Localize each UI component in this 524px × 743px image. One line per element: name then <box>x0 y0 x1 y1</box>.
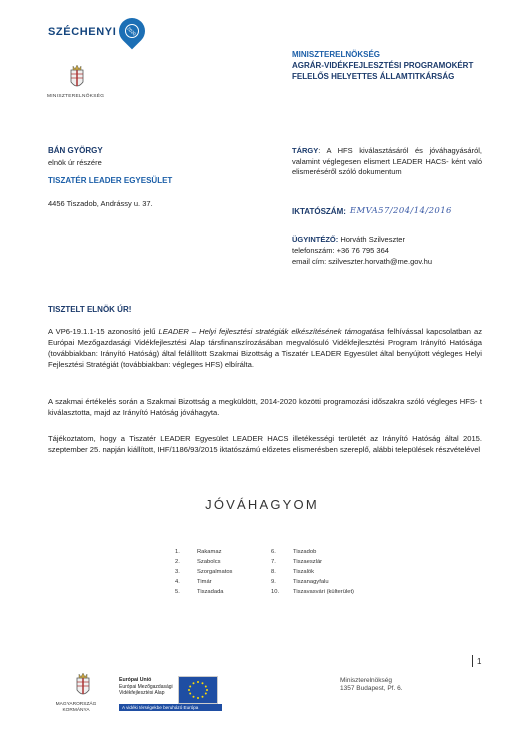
recipient-address: 4456 Tiszadob, Andrássy u. 37. <box>48 199 153 208</box>
government-label: MAGYARORSZÁG KORMÁNYA <box>55 702 97 713</box>
admin-phone: telefonszám: +36 76 795 364 <box>292 246 389 255</box>
logo-year: 2020 <box>122 21 142 41</box>
office-subtitle: AGRÁR-VIDÉKFEJLESZTÉSI PROGRAMOKÉRT FELELŐS HELYETTES ÁLLAMTITKÁRSÁG <box>292 61 474 81</box>
eu-stars-icon <box>179 677 217 703</box>
page-number <box>472 655 481 667</box>
approval-heading: JÓVÁHAGYOM <box>205 497 319 512</box>
page-number-value: 1 <box>477 656 482 666</box>
office-title: MINISZTERELNÖKSÉG <box>292 50 381 59</box>
admin-email: email cím: szilveszter.horvath@me.gov.hu <box>292 257 433 266</box>
map-pin-icon <box>119 18 145 46</box>
recipient-block <box>48 146 258 208</box>
eu-block <box>119 677 173 696</box>
coat-of-arms-icon <box>67 64 87 92</box>
eu-title: Európai Unió <box>119 677 152 683</box>
address-line: 1357 Budapest, Pf. 6. <box>340 685 403 692</box>
footer-address <box>340 677 403 693</box>
recipient-role: elnök úr részére <box>48 158 102 167</box>
paragraph-1-rest: felhívással kapcsolatban az Európai Mezőgazdasági Vidékfejlesztési Alap társfinanszírozásában megvalósuló Vidékfejlesztési Program Irányító Hatósága (továbbiakban: Irányító Hatóság) által felállított Szakmai Bizottság a Tiszatér LEADER Egyesület által benyújtott végleges Helyi Fejlesztési Stratégiát (továbbiakban: végleges HFS) elbírálta. <box>48 327 482 369</box>
ministry-crest <box>59 64 95 97</box>
subject-block <box>292 146 482 178</box>
settlement-list <box>175 547 354 597</box>
list-item: 2. Szabolcs 7. Tiszaeszlár <box>175 559 323 565</box>
eu-line-2: Vidékfejlesztési Alap <box>119 690 165 696</box>
paragraph-1-start: A VP6-19.1.1-15 azonosító jelű <box>48 327 159 336</box>
admin-label: ÜGYINTÉZŐ: <box>292 235 339 244</box>
recipient-name: BÁN GYÖRGY <box>48 146 103 155</box>
eu-line-1: Európai Mezőgazdasági <box>119 684 173 690</box>
paragraph-1 <box>48 326 482 370</box>
address-name: Miniszterelnökség <box>340 677 393 684</box>
filing-label: IKTATÓSZÁM: <box>292 206 346 216</box>
eu-flag <box>178 676 218 704</box>
list-item: 5. Tiszadada 10. Tiszavasvári (külterület) <box>175 589 354 595</box>
list-item: 1. Rakamaz 6. Tiszadob <box>175 549 317 555</box>
subject-text: : A HFS kiválasztásáról és jóváhagyásáról, valamint véglegesen elismert LEADER HACS- ként való elismeréséről szóló dokumentum <box>292 146 482 176</box>
filing-number-handwritten: EMVA57/204/14/2016 <box>349 206 452 216</box>
office-block <box>292 50 482 82</box>
admin-name: Horváth Szilveszter <box>340 235 405 244</box>
call-title: LEADER – Helyi fejlesztési stratégiák elkészítésének támogatása <box>158 327 385 336</box>
eu-band: A vidéki térségekbe beruházó Európa <box>119 704 222 711</box>
logo-text: SZÉCHENYI <box>48 26 117 38</box>
list-item: 3. Szorgalmatos 8. Tiszalök <box>175 569 315 575</box>
list-item: 4. Timár 9. Tiszanagyfalu <box>175 579 329 585</box>
szechenyi-logo <box>48 18 145 46</box>
paragraph-3: Tájékoztatom, hogy a Tiszatér LEADER Egyesület LEADER HACS illetékességi területét az Irányító Hatóság által 2015. szeptember 25. napján kiállított, IHF/1186/93/2015 iktatószámú előzetes elismerésben szereplő, alábbi települések részvételével <box>48 434 482 454</box>
salutation: TISZTELT ELNÖK ÚR! <box>48 305 132 314</box>
coat-of-arms-icon <box>73 672 93 700</box>
recipient-organisation: TISZATÉR LEADER EGYESÜLET <box>48 176 173 185</box>
government-crest <box>58 672 108 705</box>
subject-label: TÁRGY <box>292 146 319 155</box>
admin-block <box>292 234 492 267</box>
ministry-label: MINISZTERELNÖKSÉG <box>47 94 105 99</box>
filing-block <box>292 206 492 216</box>
paragraph-2: A szakmai értékelés során a Szakmai Bizottság a megküldött, 2014-2020 közötti programozási időszakra szóló végleges HFS- t kiválasztotta, majd az Irányító Hatóság jóváhagyta. <box>48 397 482 417</box>
